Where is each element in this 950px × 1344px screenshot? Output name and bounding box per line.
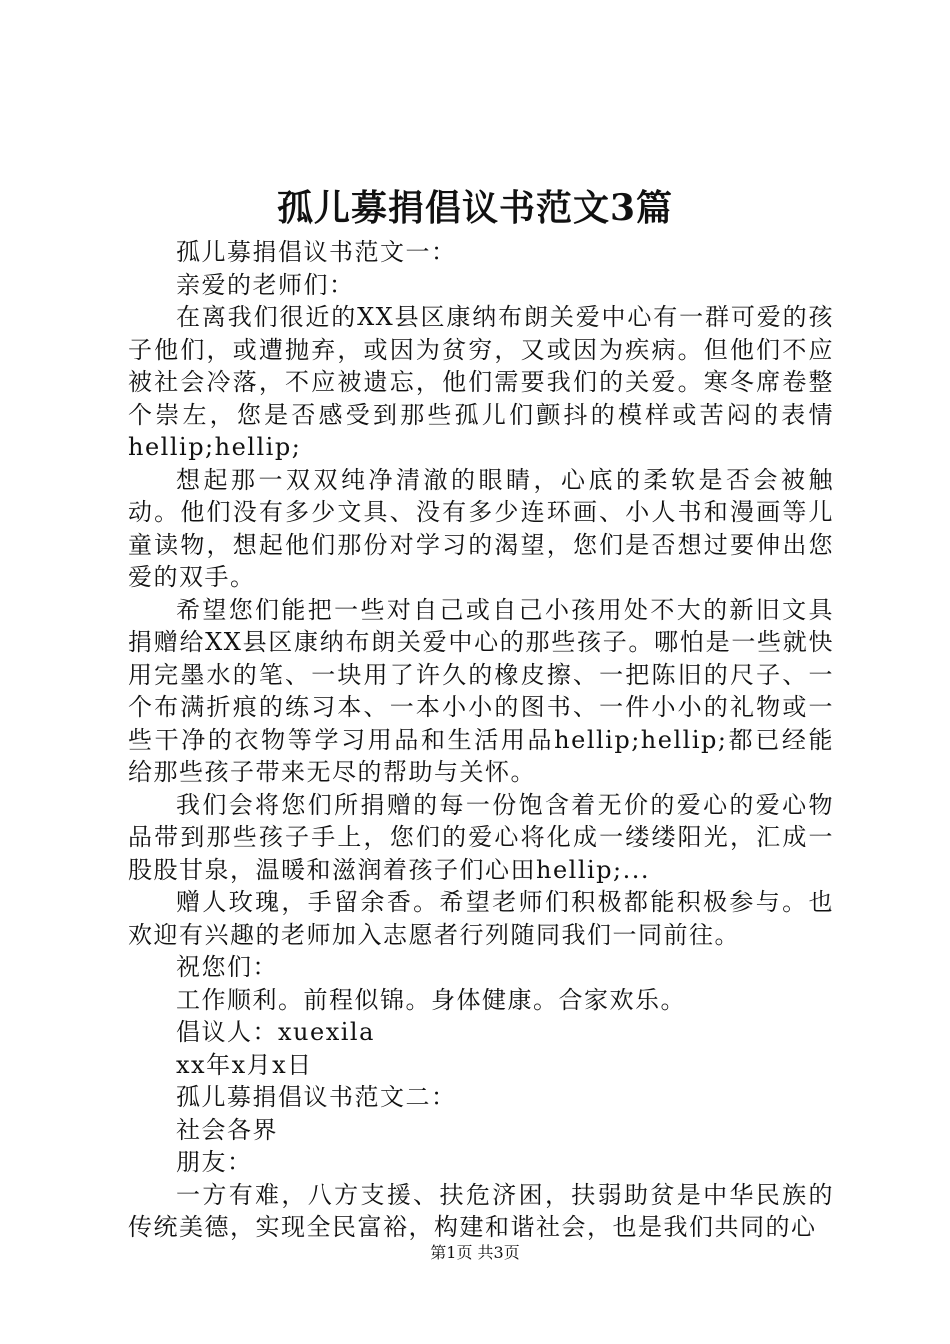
paragraph: 希望您们能把一些对自己或自己小孩用处不大的新旧文具捐赠给XX县区康纳布朗关爱中心的那些孩子。哪怕是一些就快用完墨水的笔、一块用了许久的橡皮擦、一把陈旧的尺子、一个布满折痕的练习本、一本小小的图书、一件小小的礼物或一些干净的衣物等学习用品和生活用品hellip;hellip;都已经能给那些孩子带来无尽的帮助与关怀。 bbox=[128, 595, 834, 786]
document-title: 孤儿募捐倡议书范文3篇 bbox=[276, 187, 674, 229]
paragraph: 亲爱的老师们： bbox=[176, 270, 355, 299]
document-body bbox=[128, 236, 834, 1244]
paragraph: 在离我们很近的XX县区康纳布朗关爱中心有一群可爱的孩子他们，或遭抛弃，或因为贫穷，又或因为疾病。但他们不应被社会冷落，不应被遗忘，他们需要我们的关爱。寒冬席卷整个崇左，您是否感受到那些孤儿们颤抖的模样或苦闷的表情hellip;hellip; bbox=[128, 303, 834, 461]
page-number-footer: 第1页 共3页 bbox=[430, 1243, 520, 1262]
paragraph: 一方有难，八方支援、扶危济困，扶弱助贫是中华民族的传统美德，实现全民富裕，构建和谐社会，也是我们共同的心 bbox=[128, 1180, 834, 1241]
paragraph: 赠人玫瑰，手留余香。希望老师们积极都能积极参与。也欢迎有兴趣的老师加入志愿者行列随同我们一同前往。 bbox=[128, 888, 834, 949]
paragraph: 孤儿募捐倡议书范文二： bbox=[176, 1083, 457, 1111]
paragraph: 社会各界 bbox=[176, 1115, 278, 1144]
paragraph: 倡议人：xuexila bbox=[176, 1018, 375, 1046]
paragraph: 祝您们： bbox=[176, 953, 278, 981]
paragraph: 朋友： bbox=[176, 1148, 253, 1176]
paragraph: 工作顺利。前程似锦。身体健康。合家欢乐。 bbox=[176, 985, 686, 1014]
paragraph: 我们会将您们所捐赠的每一份饱含着无价的爱心的爱心物品带到那些孩子手上，您们的爱心将化成一缕缕阳光，汇成一股股甘泉，温暖和滋润着孩子们心田hellip;... bbox=[128, 790, 834, 884]
paragraph: 孤儿募捐倡议书范文一： bbox=[176, 238, 457, 266]
paragraph: 想起那一双双纯净清澈的眼睛，心底的柔软是否会被触动。他们没有多少文具、没有多少连环画、小人书和漫画等儿童读物，想起他们那份对学习的渴望，您们是否想过要伸出您爱的双手。 bbox=[128, 465, 834, 591]
paragraph: xx年x月x日 bbox=[176, 1050, 313, 1079]
